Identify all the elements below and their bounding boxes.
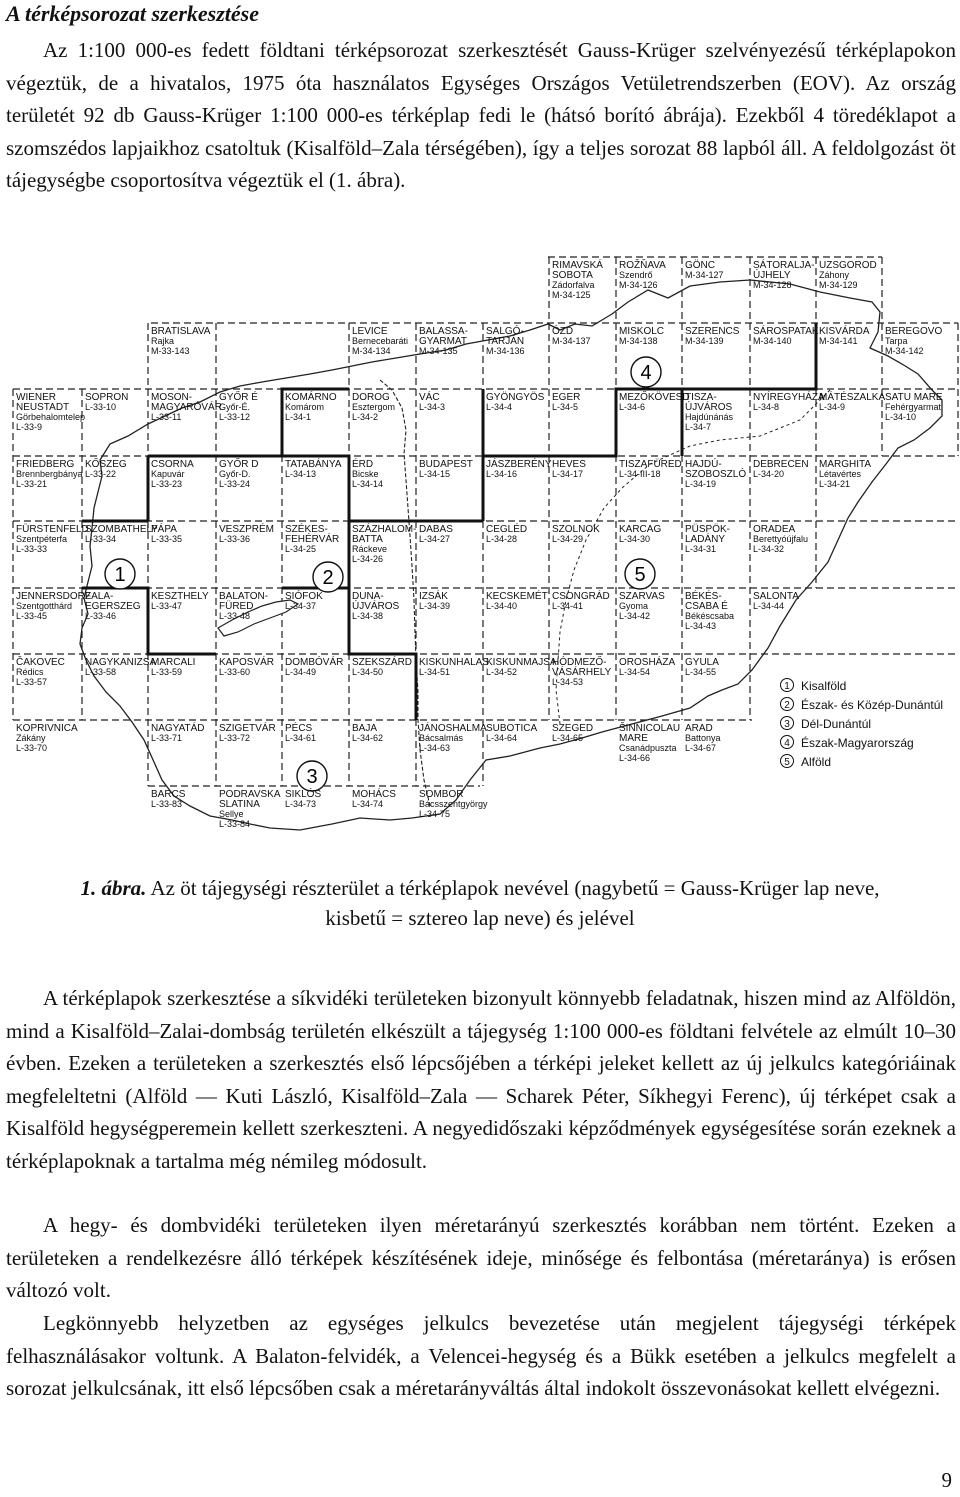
stereo-sheet-name: Fehérgyarmat: [885, 402, 942, 412]
stereo-sheet-name: Szentpéterfa: [16, 534, 68, 544]
sheet-code: L-34-65: [552, 733, 584, 743]
stereo-sheet-name: Győr-D.: [219, 469, 251, 479]
sheet-code: M-34-126: [619, 280, 658, 290]
sheet-name: KECSKEMÉT: [486, 591, 548, 602]
region-marker-1: 1: [114, 564, 126, 586]
caption-label: 1. ábra.: [80, 876, 147, 900]
sheet-code: L-33-57: [16, 677, 48, 687]
sheet-code: L-34-29: [552, 534, 584, 544]
stereo-sheet-name: Győr-É.: [219, 402, 251, 412]
sheet-name: TISZAFÜRED: [619, 459, 682, 470]
sheet-code: M-34-128: [753, 280, 792, 290]
sheet-code: L-34-20: [753, 469, 785, 479]
sheet-code: L-34-41: [552, 601, 584, 611]
sheet-code: L-34-25: [285, 544, 317, 554]
sheet-name: NEUSTADT: [16, 402, 70, 413]
sheet-name: HÓDMEZŐ-: [552, 657, 607, 668]
sheet-code: L-33-24: [219, 479, 251, 489]
stereo-sheet-name: Brennbergbánya: [16, 469, 83, 479]
sheet-name: OROSHÁZA: [619, 657, 676, 668]
sheet-code: L-34-55: [685, 667, 717, 677]
sheet-name: SZIGETVÁR: [219, 723, 276, 734]
sheet-code: L-33-35: [151, 534, 183, 544]
sheet-name: BALATON-: [219, 591, 269, 602]
stereo-sheet-name: Záhony: [819, 270, 850, 280]
sheet-code: M-34-138: [619, 336, 658, 346]
sheet-name: DEBRECEN: [753, 459, 809, 470]
sheet-name: SALONTA: [753, 591, 799, 602]
legend-num-2: 2: [784, 700, 790, 711]
sheet-name: SLATINA: [219, 799, 260, 810]
sheet-name: MARGHITA: [819, 459, 872, 470]
sheet-code: L-34-27: [419, 534, 451, 544]
paragraph-regional-maps: Legkönnyebb helyzetben az egységes jelkulcs bevezetése után megjelent tájegységi térképek felhasználásakor voltunk. A Balaton-felvidék, a Velencei-hegység és a Bükk esetében a jelkulcs megfelelt a sorozat jelkulcsának, itt első lépcsőben csak a méretarányváltás által indokolt összevonásokat kellett elvégezni.: [6, 1311, 956, 1400]
sheet-code: M-34-140: [753, 336, 792, 346]
region-marker-3: 3: [306, 766, 318, 788]
sheet-code: L-33-33: [16, 544, 48, 554]
sheet-code: L-33-47: [151, 601, 183, 611]
sheet-name: SZOBOSZLÓ: [685, 469, 747, 480]
sheet-code: L-34-37: [285, 601, 317, 611]
sheet-name: SZEKSZÁRD: [352, 657, 413, 668]
sheet-name: SÁTORALJA-: [753, 260, 815, 271]
sheet-name: LADÁNY: [685, 534, 726, 545]
stereo-sheet-name: Tarpa: [885, 336, 908, 346]
stereo-sheet-name: Bácsszentgyörgy: [419, 799, 488, 809]
sheet-name: MAGYARÓVÁR: [151, 402, 222, 413]
sheet-code: M-34-127: [685, 270, 724, 280]
sheet-code: L-34-13: [285, 469, 317, 479]
sheet-name: GYŐR É: [219, 392, 258, 403]
stereo-sheet-name: Szendrő: [619, 270, 653, 280]
sheet-code: L-34-67: [685, 743, 717, 753]
sheet-name: KESZTHELY: [151, 591, 209, 602]
sheet-name: BALASSA-: [419, 326, 468, 337]
sheet-name: KAPOSVÁR: [219, 657, 275, 668]
sheet-name: PÁPA: [151, 524, 177, 535]
sheet-code: M-34-125: [552, 290, 591, 300]
sheet-code: L-33-22: [85, 469, 117, 479]
sheet-code: M-34-141: [819, 336, 858, 346]
sheet-code: L-33-34: [85, 534, 117, 544]
sheet-code: L-33-58: [85, 667, 117, 677]
map-sheet-index: [0, 240, 960, 865]
sheet-name: BATTA: [352, 534, 383, 545]
sheet-name: VESZPRÉM: [219, 524, 275, 535]
sheet-code: L-34-66: [619, 753, 651, 763]
sheet-name: CSORNA: [151, 459, 194, 470]
sheet-name: MARCALI: [151, 657, 196, 668]
stereo-sheet-name: Berettyóújfalu: [753, 534, 809, 544]
sheet-code: L-34-1: [285, 412, 312, 422]
sheet-code: L-34-53: [552, 677, 584, 687]
sheet-code: L-34-64: [486, 733, 518, 743]
sheet-code: L-34-26: [352, 554, 384, 564]
sheet-name: SZERENCS: [685, 326, 740, 337]
stereo-sheet-name: Gyoma: [619, 601, 649, 611]
legend: [781, 679, 944, 770]
sheet-name: SALGÓ-: [486, 326, 524, 337]
sheet-code: L-33-72: [219, 733, 251, 743]
sheet-name: SOMBOR: [419, 789, 464, 800]
sheet-name: BARCS: [151, 789, 186, 800]
sheet-code: L-34-3: [419, 402, 446, 412]
sheet-code: L-33-21: [16, 479, 48, 489]
sheet-name: BÉKÉS-: [685, 591, 722, 602]
sheet-name: KOPRIVNICA: [16, 723, 78, 734]
sheet-name: SZÁZHALOM-: [352, 524, 417, 535]
stereo-sheet-name: Esztergom: [352, 402, 396, 412]
stereo-sheet-name: Sellye: [219, 809, 244, 819]
sheet-name: SZOMBATHELY: [85, 524, 158, 535]
sheet-code: L-34-49: [285, 667, 317, 677]
sheet-code: L-34-42: [619, 611, 651, 621]
sheet-name: SZARVAS: [619, 591, 665, 602]
sheet-name: GYÖNGYÖS: [486, 392, 545, 403]
legend-label-4: Észak-Magyarország: [801, 736, 914, 750]
sheet-code: L-33-12: [219, 412, 251, 422]
sheet-code: L-34-51: [419, 667, 451, 677]
sheet-name: BAJA: [352, 723, 378, 734]
stereo-sheet-name: Rédics: [16, 667, 44, 677]
sheet-code: L-34-61: [285, 733, 317, 743]
sheet-name: SIKLÓS: [285, 789, 322, 800]
sheet-name: ÚJVÁROS: [685, 402, 733, 413]
sheet-name: ROŽŇAVA: [619, 260, 666, 271]
sheet-name: DUNA-: [352, 591, 384, 602]
sheet-name: DOROG: [352, 392, 390, 403]
sheet-name: SATU MARE: [885, 392, 943, 403]
sheet-name: KARCAG: [619, 524, 662, 535]
sheet-code: L-34-2: [352, 412, 379, 422]
caption-text: Az öt tájegységi részterület a térképlapok nevével (nagybetű = Gauss-Krüger lap neve, kisbetű = sztereo lap neve) és jelével: [146, 876, 880, 930]
legend-label-3: Dél-Dunántúl: [801, 717, 872, 731]
sheet-code: L-34-32: [753, 544, 785, 554]
stereo-sheet-name: Komárom: [285, 402, 325, 412]
sheet-name: FRIEDBERG: [16, 459, 75, 470]
sheet-code: L-34-9: [819, 402, 846, 412]
sheet-name: ZALA-: [85, 591, 114, 602]
sheet-code: L-34-28: [486, 534, 518, 544]
page-number: 9: [941, 1468, 952, 1492]
stereo-sheet-name: Szentgotthárd: [16, 601, 73, 611]
sheet-name: ŠINNICOLAU: [619, 723, 681, 734]
stereo-sheet-name: Létavértes: [819, 469, 862, 479]
sheet-name: KŐSZEG: [85, 459, 127, 470]
sheet-code: L-34-16: [486, 469, 518, 479]
legend-label-1: Kisalföld: [801, 679, 847, 693]
sheet-name: EGERSZEG: [85, 601, 141, 612]
stereo-sheet-name: Kapuvár: [151, 469, 185, 479]
sheet-name: IZSÁK: [419, 591, 448, 602]
sheet-name: PODRAVSKA: [219, 789, 281, 800]
sheet-name: BRATISLAVA: [151, 326, 211, 337]
sheet-code: L-33-84: [219, 819, 251, 829]
sheet-name: PÉCS: [285, 723, 313, 734]
sheet-name: MOHÁCS: [352, 789, 396, 800]
sheet-name: CSABA É: [685, 601, 728, 612]
sheet-name: DABAS: [419, 524, 453, 535]
stereo-sheet-name: Békéscsaba: [685, 611, 735, 621]
sheet-name: MÁTÉSZALKA: [819, 392, 886, 403]
sheet-name: FÜRED: [219, 601, 254, 612]
sheet-name: JÁSZBERÉNY: [486, 459, 552, 470]
sheet-code: M-34-137: [552, 336, 591, 346]
sheet-code: M-34-134: [352, 346, 391, 356]
sheet-name: ÚJHELY: [753, 270, 791, 281]
sheet-code: L-34-50: [352, 667, 384, 677]
sheet-code: L-34-4: [486, 402, 513, 412]
sheet-code: L-34-10: [885, 412, 917, 422]
sheet-name: ČAKOVEC: [16, 657, 65, 668]
sheet-name: BUDAPEST: [419, 459, 473, 470]
sheet-code: L-33-59: [151, 667, 183, 677]
sheet-code: M-34-139: [685, 336, 724, 346]
sheet-name: VÁC: [419, 392, 440, 403]
stereo-sheet-name: Bicske: [352, 469, 379, 479]
sheet-name: ÓZD: [552, 326, 574, 337]
sheet-code: L-34-14: [352, 479, 384, 489]
sheet-code: L-34-17: [552, 469, 584, 479]
sheet-code: L-34-40: [486, 601, 518, 611]
legend-num-4: 4: [784, 738, 790, 749]
sheet-name: MARE: [619, 733, 648, 744]
sheet-name: SZEGED: [552, 723, 594, 734]
sheet-name: TATABÁNYA: [285, 459, 342, 470]
sheet-name: MEZŐKÖVESD: [619, 392, 690, 403]
sheet-name: FÜRSTENFELD: [16, 524, 89, 535]
stereo-sheet-name: Zádorfalva: [552, 280, 595, 290]
sheet-code: L-34-39: [419, 601, 451, 611]
sheet-code: L-34-31: [685, 544, 717, 554]
legend-num-5: 5: [784, 757, 790, 768]
sheet-code: L-33-23: [151, 479, 183, 489]
sheet-name: SIÓFOK: [285, 591, 323, 602]
sheet-name: GYŐR D: [219, 459, 259, 470]
sheet-code: L-33-36: [219, 534, 251, 544]
sheet-code: L-34-74: [352, 799, 384, 809]
sheet-code: L-34-38: [352, 611, 384, 621]
sheet-name: ORADEA: [753, 524, 796, 535]
sheet-name: CSONGRÁD: [552, 591, 610, 602]
sheet-name: MOSON-: [151, 392, 193, 403]
sheet-name: KISKUNHALAS: [419, 657, 490, 668]
sheet-name: NYÍREGYHÁZA: [753, 392, 825, 403]
sheet-name: VÁSÁRHELY: [552, 667, 612, 678]
sheet-name: UZSGOROD: [819, 260, 877, 271]
sheet-code: L-34-7: [685, 422, 712, 432]
sheet-name: SZOLNOK: [552, 524, 600, 535]
sheet-code: L-34-44: [753, 601, 785, 611]
sheet-code: L-33-71: [151, 733, 183, 743]
sheet-code: L-33-45: [16, 611, 48, 621]
sheet-name: JENNERSDORF: [16, 591, 92, 602]
sheet-name: NAGYATÁD: [151, 723, 205, 734]
sheet-code: L-34-73: [285, 799, 317, 809]
region-marker-5: 5: [634, 564, 646, 586]
sheet-name: ARAD: [685, 723, 713, 734]
stereo-sheet-name: Zákány: [16, 733, 46, 743]
sheet-code: L-33-60: [219, 667, 251, 677]
sheet-code: L-34-62: [352, 733, 384, 743]
sheet-name: GYULA: [685, 657, 719, 668]
sheet-name: HEVES: [552, 459, 586, 470]
stereo-sheet-name: Rajka: [151, 336, 175, 346]
stereo-sheet-name: Bernecebaráti: [352, 336, 409, 346]
sheet-name: FEHÉRVÁR: [285, 534, 340, 545]
sheet-code: L-34-8: [753, 402, 780, 412]
stereo-sheet-name: Csanádpuszta: [619, 743, 677, 753]
sheet-code: L-34-III-18: [619, 469, 661, 479]
sheet-name: DOMBÓVÁR: [285, 657, 344, 668]
paragraph-intro: Az 1:100 000-es fedett földtani térképsorozat szerkesztését Gauss-Krüger szelvényezésű térképlapokon végeztük, de a hivatalos, 1975 óta használatos Egységes Országos Vetületrendszerben (EOV). Az ország területét 92 db Gauss-Krüger 1:100 000-es térképlap fedi le (hátsó borító ábrája). Ezekből 4 töredéklapot a szomszédos lapjaikhoz csatoltuk (Kisalföld–Zala térségében), így a teljes sorozat 88 lapból áll. A feldolgozást öt tájegységbe csoportosítva végeztük el (1. ábra).: [6, 38, 956, 192]
sheet-code: M-34-136: [486, 346, 525, 356]
sheet-name: HAJDÚ-: [685, 459, 722, 470]
sheet-code: L-33-9: [16, 422, 43, 432]
sheet-code: L-34-52: [486, 667, 518, 677]
stereo-sheet-name: Battonya: [685, 733, 721, 743]
sheet-name: BEREGOVO: [885, 326, 943, 337]
sheet-code: L-34-54: [619, 667, 651, 677]
stereo-sheet-name: Görbehalomtelep: [16, 412, 86, 422]
sheet-code: L-34-5: [552, 402, 579, 412]
sheet-name: KISVÁRDA: [819, 326, 870, 337]
sheet-code: L-34-15: [419, 469, 451, 479]
sheet-code: L-34-30: [619, 534, 651, 544]
legend-label-5: Alföld: [801, 755, 832, 769]
stereo-sheet-name: Ráckeve: [352, 544, 388, 554]
sheet-name: NAGYKANIZSA: [85, 657, 157, 668]
sheet-name: SZÉKES-: [285, 524, 328, 535]
paragraph-hills: A hegy- és dombvidéki területeken ilyen méretarányú szerkesztés korábban nem történt. Ezeken a területeken a rendelkezésre álló térképek készítésének ideje, minősége és felbontása (méretaránya) is erősen változó volt.: [6, 1213, 956, 1302]
sheet-code: L-34-21: [819, 479, 851, 489]
sheet-name: LEVICE: [352, 326, 388, 337]
stereo-sheet-name: Hajdúnánás: [685, 412, 734, 422]
sheet-code: L-33-48: [219, 611, 251, 621]
sheet-code: L-33-11: [151, 412, 182, 422]
sheet-name: GYARMAT: [419, 336, 467, 347]
section-heading: A térképsorozat szerkesztése: [6, 1, 259, 26]
sheet-name: SÁROSPATAK: [753, 326, 819, 337]
sheet-code: L-34-43: [685, 621, 717, 631]
sheet-name: RIMAVSKÁ: [552, 260, 603, 271]
legend-num-3: 3: [784, 719, 790, 730]
stereo-sheet-name: Bácsalmás: [419, 733, 464, 743]
sheet-name: SOBOTA: [552, 270, 593, 281]
region-marker-2: 2: [322, 567, 334, 589]
sheet-name: ÉRD: [352, 459, 374, 470]
sheet-code: L-34-75: [419, 809, 451, 819]
sheet-name: SOPRON: [85, 392, 129, 403]
sheet-name: TISZA-: [685, 392, 717, 403]
sheet-name: MISKOLC: [619, 326, 665, 337]
sheet-name: TARJÁN: [486, 336, 525, 347]
sheet-name: WIENER: [16, 392, 56, 403]
sheet-code: L-33-10: [85, 402, 117, 412]
sheet-code: M-33-143: [151, 346, 190, 356]
sheet-name: PÜSPÖK-: [685, 524, 731, 535]
sheet-code: L-33-46: [85, 611, 117, 621]
sheet-code: M-34-129: [819, 280, 858, 290]
sheet-code: L-34-6: [619, 402, 646, 412]
sheet-name: EGER: [552, 392, 581, 403]
figure-caption: [60, 873, 900, 933]
sheet-code: L-33-83: [151, 799, 183, 809]
paragraph-plains: A térképlapok szerkesztése a síkvidéki területeken bizonyult könnyebb feladatnak, hiszen mind az Alföldön, mind a Kisalföld–Zalai-dombság területén elkészült a tájegység 1:100 000-es földtani felvétele az elmúlt 10–30 évben. Ezeken a területeken a szerkesztés első lépcsőjében a térképi jeleket kellett az új jelkulcs kategóriáinak megfeleltetni (Alföld — Kuti László, Kisalföld–Zala — Scharek Péter, Síkhegyi Ferenc), új térképet csak a Kisalföld hegységperemein kellett szerkeszteni. A negyedidőszaki képződmények egységesítése során ezeknek a térképlapoknak a tartalma még némileg módosult.: [6, 986, 956, 1173]
sheet-code: M-34-142: [885, 346, 924, 356]
sheet-code: M-34-135: [419, 346, 458, 356]
sheet-name: KISKUNMAJSA: [486, 657, 557, 668]
sheet-name: JÁNOSHALMA: [419, 723, 487, 734]
sheet-name: KOMÁRNO: [285, 392, 337, 403]
sheet-name: CEGLÉD: [486, 524, 528, 535]
sheet-name: ÚJVÁROS: [352, 601, 400, 612]
legend-label-2: Észak- és Közép-Dunántúl: [801, 698, 944, 712]
sheet-code: L-34-63: [419, 743, 451, 753]
region-marker-4: 4: [640, 362, 652, 384]
sheet-name: GÖNC: [685, 260, 715, 271]
legend-num-1: 1: [784, 681, 790, 692]
sheet-code: L-34-19: [685, 479, 717, 489]
sheet-name: SUBOTICA: [486, 723, 538, 734]
sheet-code: L-33-70: [16, 743, 48, 753]
